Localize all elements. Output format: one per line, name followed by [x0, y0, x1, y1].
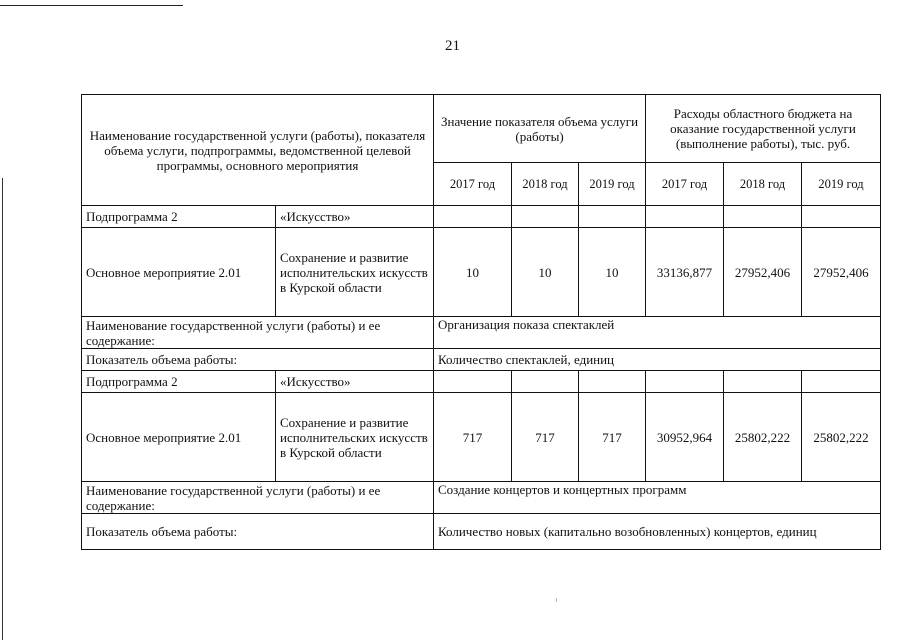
empty-cell: [724, 206, 802, 228]
service-row: [82, 317, 881, 349]
volume-2019: 10: [579, 228, 646, 317]
top-rule: [0, 5, 183, 6]
indicator-label: Показатель объема работы:: [82, 349, 434, 371]
subprogram-label: Подпрограмма 2: [82, 206, 276, 228]
empty-cell: [579, 206, 646, 228]
header-volume-cell: Значение показателя объема услуги (работы): [434, 95, 646, 163]
empty-cell: [579, 371, 646, 393]
year-cell: 2019 год: [579, 163, 646, 206]
service-value: Организация показа спектаклей: [434, 317, 881, 349]
subprogram-row: [82, 206, 881, 228]
indicator-row: [82, 349, 881, 371]
year-cell: 2017 год: [434, 163, 512, 206]
header-row: [82, 95, 881, 163]
volume-2017: 717: [434, 393, 512, 482]
year-cell: 2017 год: [646, 163, 724, 206]
volume-2018: 10: [512, 228, 579, 317]
empty-cell: [646, 206, 724, 228]
empty-cell: [802, 371, 881, 393]
service-value: Создание концертов и концертных программ: [434, 482, 881, 514]
empty-cell: [646, 371, 724, 393]
event-label: Основное мероприятие 2.01: [82, 228, 276, 317]
indicator-label: Показатель объема работы:: [82, 514, 434, 550]
budget-2019: 27952,406: [802, 228, 881, 317]
indicator-value: Количество новых (капитально возобновленных) концертов, единиц: [434, 514, 881, 550]
subprogram-row: [82, 371, 881, 393]
budget-2018: 25802,222: [724, 393, 802, 482]
year-cell: 2019 год: [802, 163, 881, 206]
year-cell: 2018 год: [512, 163, 579, 206]
service-label: Наименование государственной услуги (работы) и ее содержание:: [82, 482, 434, 514]
budget-2019: 25802,222: [802, 393, 881, 482]
event-row: [82, 393, 881, 482]
empty-cell: [512, 371, 579, 393]
empty-cell: [434, 371, 512, 393]
scan-speck: [556, 598, 557, 602]
subprogram-name: «Искусство»: [276, 206, 434, 228]
subprogram-name: «Искусство»: [276, 371, 434, 393]
indicator-value: Количество спектаклей, единиц: [434, 349, 881, 371]
event-label: Основное мероприятие 2.01: [82, 393, 276, 482]
volume-2019: 717: [579, 393, 646, 482]
budget-table: [81, 94, 881, 550]
empty-cell: [434, 206, 512, 228]
empty-cell: [724, 371, 802, 393]
service-row: [82, 482, 881, 514]
event-name: Сохранение и развитие исполнительских искусств в Курской области: [276, 393, 434, 482]
page-number: 21: [445, 38, 460, 54]
header-name-cell: Наименование государственной услуги (работы), показателя объема услуги, подпрограммы, ведомственной целевой программы, основного мероприятия: [82, 95, 434, 206]
event-name: Сохранение и развитие исполнительских искусств в Курской области: [276, 228, 434, 317]
year-cell: 2018 год: [724, 163, 802, 206]
budget-2018: 27952,406: [724, 228, 802, 317]
left-margin-line: [2, 178, 3, 640]
indicator-row: [82, 514, 881, 550]
volume-2017: 10: [434, 228, 512, 317]
budget-2017: 30952,964: [646, 393, 724, 482]
service-label: Наименование государственной услуги (работы) и ее содержание:: [82, 317, 434, 349]
volume-2018: 717: [512, 393, 579, 482]
event-row: [82, 228, 881, 317]
budget-2017: 33136,877: [646, 228, 724, 317]
header-budget-cell: Расходы областного бюджета на оказание государственной услуги (выполнение работы), тыс. руб.: [646, 95, 881, 163]
empty-cell: [512, 206, 579, 228]
empty-cell: [802, 206, 881, 228]
subprogram-label: Подпрограмма 2: [82, 371, 276, 393]
